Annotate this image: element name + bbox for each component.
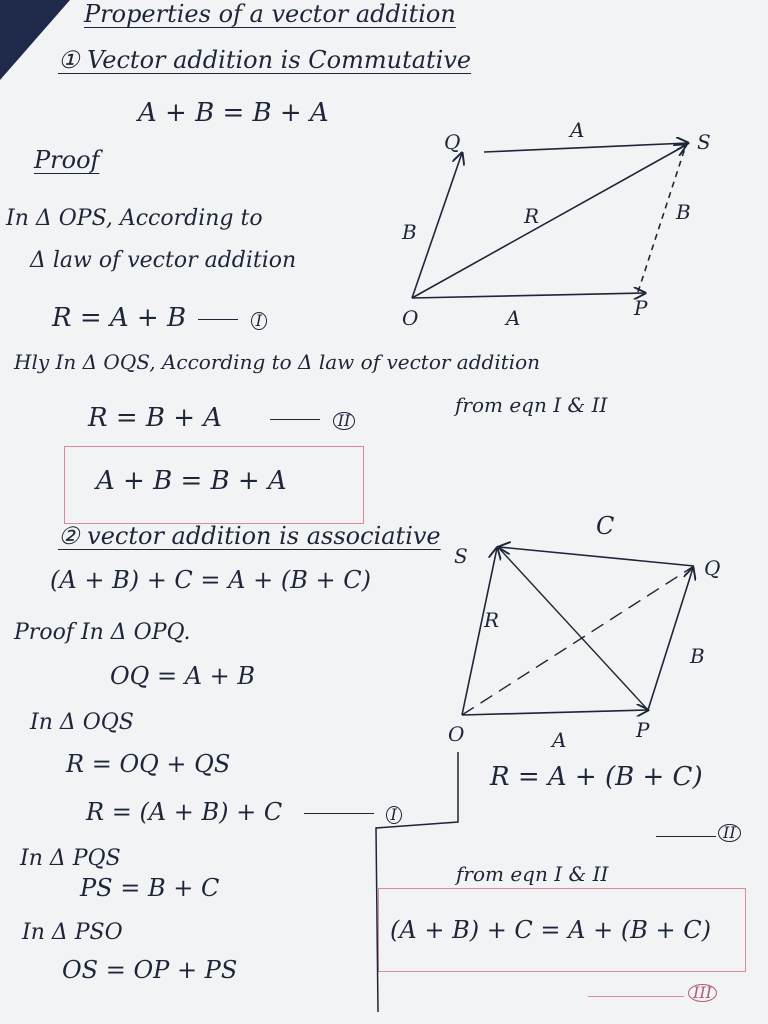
equation-2-tag: II [333,412,356,430]
label-vector-R-2: R [484,608,500,632]
proof-label-1: Proof [34,146,100,174]
diagonal-OQ [462,566,694,715]
result-1: A + B = B + A [96,466,287,496]
step2-line: Hly In Δ OQS, According to Δ law of vector addition [14,350,541,374]
in-triangle-oqs: In Δ OQS [30,710,134,735]
r-equation-2-text: R = (A + B) + C [86,798,283,826]
r-equation-1: R = OQ + QS [66,750,231,778]
vector-B-right-2 [648,568,693,710]
point-P-label-1: P [634,296,648,320]
point-O-label-2: O [448,722,465,746]
vector-A-bottom-2 [462,710,648,715]
label-vector-B-2: B [690,644,705,668]
equation-1-tag: I [251,312,267,330]
equation-2-text: R = B + A [88,403,223,433]
r-equation-2-tag: I [386,806,402,824]
equation-1-text: R = A + B [52,303,187,333]
r-equation-3-tag: II [718,824,741,842]
label-vector-B-right: B [676,200,691,224]
page-title: Properties of a vector addition [84,0,456,28]
point-P-label-2: P [636,718,650,742]
result-2: (A + B) + C = A + (B + C) [390,916,711,944]
from-note-2: from eqn I & II [456,862,609,886]
label-vector-R: R [524,204,540,228]
oq-equation: OQ = A + B [110,662,256,690]
section2-statement: (A + B) + C = A + (B + C) [50,566,371,594]
in-triangle-pso: In Δ PSO [22,920,123,945]
point-O-label-1: O [402,306,419,330]
r-equation-3: R = A + (B + C) [490,762,703,792]
point-S-label-2: S [454,544,468,568]
step1-line-b: Δ law of vector addition [30,248,297,273]
from-note-1: from eqn I & II [455,393,608,417]
point-Q-label-1: Q [444,130,461,154]
label-vector-A-top: A [570,118,585,142]
label-vector-B-left: B [402,220,417,244]
os-equation: OS = OP + PS [62,956,238,984]
diagonal-PS [497,546,648,710]
section1-heading: ① Vector addition is Commutative [58,46,472,74]
in-triangle-pqs: In Δ PQS [20,846,121,871]
vector-C-label: C [596,512,615,540]
label-vector-A-2: A [552,728,567,752]
label-vector-A-bottom: A [506,306,521,330]
section2-heading: ② vector addition is associative [58,522,441,550]
vector-C-top-2 [499,547,694,566]
point-Q-label-2: Q [704,556,721,580]
proof-line-2: Proof In Δ OPQ. [14,620,191,645]
section1-statement: A + B = B + A [138,98,329,128]
point-S-label-1: S [697,130,711,154]
result-2-tag: III [688,984,717,1002]
step1-line-a: In Δ OPS, According to [6,206,263,231]
ps-equation: PS = B + C [80,874,220,902]
